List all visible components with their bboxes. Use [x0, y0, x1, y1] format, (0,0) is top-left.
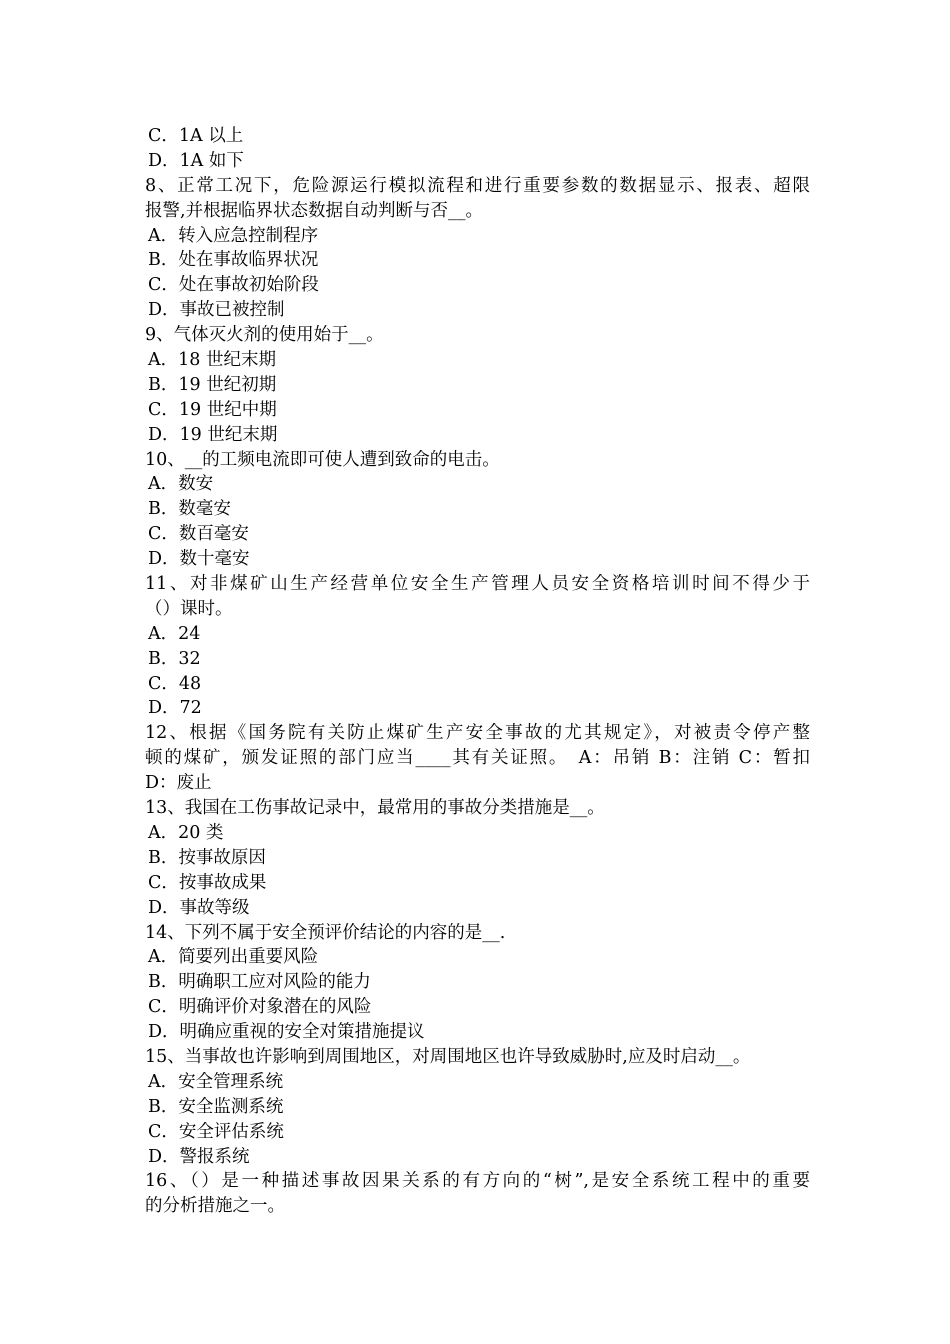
question-text: 13、我国在工伤事故记录中，最常用的事故分类措施是__。	[145, 798, 605, 819]
question-text: 顿的煤矿，颁发证照的部门应当____其有关证照。 A：吊销 B：注销 C：暂扣	[145, 748, 810, 769]
answer-option: A．数安	[148, 474, 214, 495]
answer-option: B．32	[148, 648, 201, 669]
question-text: 的分析措施之一。	[145, 1196, 285, 1217]
document-body	[145, 124, 810, 1219]
answer-option: D．事故已被控制	[148, 300, 285, 321]
question-text: D：废止	[145, 773, 212, 794]
answer-option: C．按事故成果	[148, 872, 267, 893]
question-text: 10、__的工频电流即可使人遭到致命的电击。	[145, 449, 500, 470]
question-text: 8、正常工况下，危险源运行模拟流程和进行重要参数的数据显示、报表、超限	[145, 175, 810, 196]
answer-option: B．明确职工应对风险的能力	[148, 972, 371, 993]
answer-option: C．1A 以上	[148, 126, 244, 146]
answer-option: D．数十毫安	[148, 549, 250, 570]
answer-option: D．事故等级	[148, 897, 250, 918]
answer-option: A．安全管理系统	[148, 1071, 284, 1092]
question-text: 15、当事故也许影响到周围地区，对周围地区也许导致威胁时,应及时启动__。	[145, 1046, 751, 1067]
question-text: 9、气体灭火剂的使用始于__。	[145, 325, 384, 346]
answer-option: B．按事故原因	[148, 847, 266, 868]
answer-option: C．48	[148, 673, 202, 694]
question-text: 11、对非煤矿山生产经营单位安全生产管理人员安全资格培训时间不得少于	[145, 574, 810, 595]
answer-option: C．明确评价对象潜在的风险	[148, 997, 372, 1018]
answer-option: D．1A 如下	[148, 150, 244, 171]
answer-option: C．安全评估系统	[148, 1121, 284, 1142]
answer-option: A．24	[148, 623, 201, 644]
question-text: 14、下列不属于安全预评价结论的内容的是__.	[145, 922, 506, 943]
answer-option: D．19 世纪末期	[148, 424, 278, 445]
question-text: 12、根据《国务院有关防止煤矿生产安全事故的尤其规定》，对被责令停产整	[145, 723, 810, 744]
answer-option: C．19 世纪中期	[148, 399, 277, 420]
answer-option: A．转入应急控制程序	[148, 225, 319, 246]
answer-option: B．安全监测系统	[148, 1096, 284, 1117]
answer-option: A．18 世纪末期	[148, 350, 276, 371]
answer-option: D．警报系统	[148, 1146, 250, 1167]
question-text: （）课时。	[145, 598, 233, 619]
answer-option: B．处在事故临界状况	[148, 250, 319, 271]
answer-option: D．明确应重视的安全对策措施提议	[148, 1022, 425, 1043]
answer-option: D．72	[148, 698, 202, 719]
answer-option: A．简要列出重要风险	[148, 947, 319, 968]
answer-option: A．20 类	[148, 822, 224, 843]
question-text: 16、（）是一种描述事故因果关系的有方向的“树”,是安全系统工程中的重要	[145, 1171, 810, 1192]
answer-option: B．19 世纪初期	[148, 374, 277, 395]
answer-option: C．处在事故初始阶段	[148, 275, 319, 296]
question-text: 报警,并根据临界状态数据自动判断与否__。	[145, 200, 484, 221]
answer-option: B．数毫安	[148, 499, 231, 520]
answer-option: C．数百毫安	[148, 524, 249, 545]
